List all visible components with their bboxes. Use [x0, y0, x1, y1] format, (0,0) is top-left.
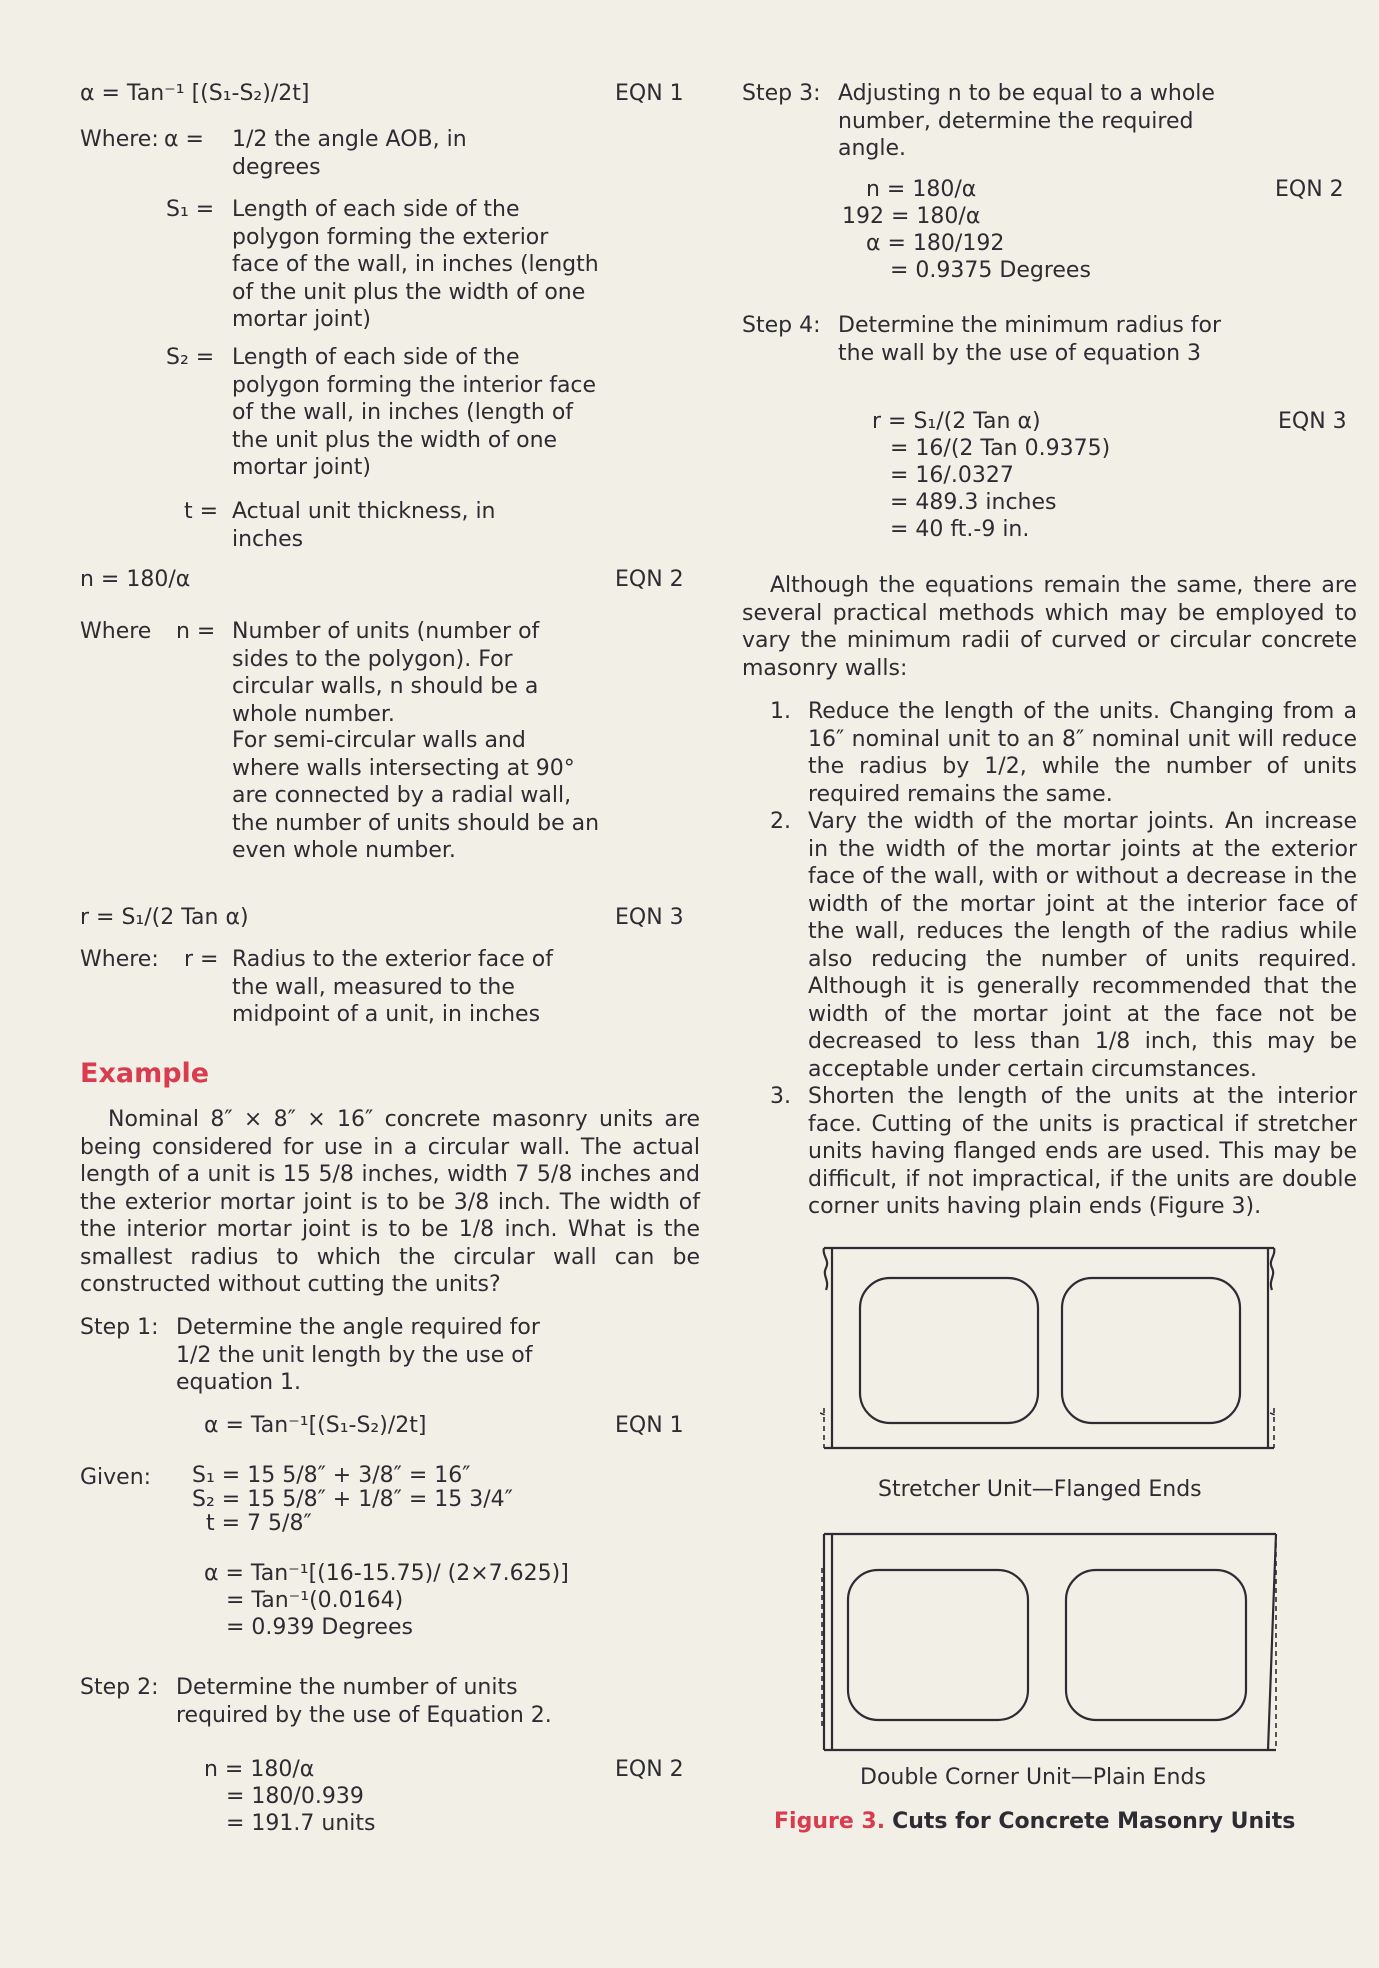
stretcher-flange-right [1271, 1248, 1274, 1290]
step2-eqn-label: EQN 2 [615, 1757, 684, 1782]
r-symbol: r = [184, 947, 219, 972]
step4-label: Step 4: [742, 313, 821, 338]
given-label: Given: [80, 1465, 152, 1490]
given-line-1: S₁ = 15 5/8″ + 3/8″ = 16″ [192, 1463, 471, 1488]
example-heading: Example [80, 1058, 210, 1089]
step3-label: Step 3: [742, 81, 821, 106]
double-corner-unit-drawing [820, 1528, 1320, 1758]
step4-text: Determine the minimum radius for the wall by the use of equation 3 [838, 313, 1222, 366]
s2-symbol: S₂ = [166, 345, 215, 370]
step3-line-4: = 0.9375 Degrees [890, 258, 1091, 283]
corner-caption: Double Corner Unit—Plain Ends [860, 1765, 1206, 1790]
n-description-1: Number of units (number of sides to the polygon). For circular walls, n should be a whole number. [232, 619, 540, 727]
where1-label: Where: [80, 127, 159, 152]
step1-formula: α = Tan⁻¹[(S₁-S₂)/2t] [204, 1413, 427, 1438]
method-item [770, 698, 1357, 808]
corner-core-left [848, 1570, 1028, 1720]
method-text: Vary the width of the mortar joints. An increase in the width of the mortar joints at the exterior face of the wall, with or without a decrease in the width of the mortar joint at the interior face of the wall, reduces the length of the radius while also reducing the number of units required. Although it is generally recommended that the width of the mortar joint at the face not be decreased to less than 1/8 inch, this may be acceptable under certain circumstances. [808, 809, 1357, 1082]
step4-eqn-label: EQN 3 [1278, 409, 1347, 434]
calc-line-1: α = Tan⁻¹[(16-15.75)/ (2×7.625)] [204, 1561, 569, 1586]
step3-line-3: α = 180/192 [866, 231, 1005, 256]
step1-eqn-label: EQN 1 [615, 1413, 684, 1438]
step2-line-2: = 180/0.939 [226, 1784, 364, 1809]
figure-caption [774, 1808, 1295, 1836]
step3-line-2: 192 = 180/α [842, 204, 981, 229]
calc-line-2: = Tan⁻¹(0.0164) [226, 1588, 404, 1613]
step4-line-3: = 16/.0327 [890, 463, 1014, 488]
step4-line-2: = 16/(2 Tan 0.9375) [890, 436, 1111, 461]
methods-list [770, 698, 1357, 1221]
s1-description: Length of each side of the polygon forming the exterior face of the wall, in inches (length of the unit plus the width of one mortar joint) [232, 197, 599, 332]
step4-line-4: = 489.3 inches [890, 490, 1057, 515]
step2-text: Determine the number of units required by the use of Equation 2. [176, 1675, 552, 1728]
eqn2-formula: n = 180/α [80, 567, 191, 592]
s2-description: Length of each side of the polygon forming the interior face of the wall, in inches (length of the unit plus the width of one mortar joint) [232, 345, 597, 480]
stretcher-unit-drawing [820, 1238, 1320, 1468]
given-line-3: t = 7 5/8″ [206, 1511, 312, 1536]
eqn1-label: EQN 1 [615, 81, 684, 106]
figure-label: Figure 3. [774, 1809, 886, 1834]
corner-unit-outline [824, 1534, 1276, 1750]
stretcher-core-left [860, 1278, 1038, 1423]
n-description-2: For semi-circular walls and where walls intersecting at 90° are connected by a radial wall, the number of units should be an even whole number. [232, 728, 600, 863]
n-symbol: n = [176, 619, 216, 644]
r-description: Radius to the exterior face of the wall, measured to the midpoint of a unit, in inches [232, 947, 553, 1027]
alpha-description: 1/2 the angle AOB, in degrees [232, 127, 467, 180]
where3-label: Where: [80, 947, 159, 972]
stretcher-caption: Stretcher Unit—Flanged Ends [878, 1477, 1202, 1502]
intro-paragraph: Although the equations remain the same, there are several practical methods which may be employed to vary the minimum radii of curved or circular concrete masonry walls: [742, 573, 1357, 681]
eqn1-formula: α = Tan⁻¹ [(S₁-S₂)/2t] [80, 81, 310, 106]
figure-title: Cuts for Concrete Masonry Units [892, 1809, 1296, 1834]
method-item [770, 1083, 1357, 1221]
corner-core-right [1066, 1570, 1246, 1720]
stretcher-core-right [1062, 1278, 1240, 1423]
method-number: 3. [770, 1084, 791, 1109]
given-line-2: S₂ = 15 5/8″ + 1/8″ = 15 3/4″ [192, 1487, 513, 1512]
method-number: 1. [770, 699, 791, 724]
calc-line-3: = 0.939 Degrees [226, 1615, 413, 1640]
t-symbol: t = [184, 499, 219, 524]
step1-label: Step 1: [80, 1315, 159, 1340]
eqn2-label: EQN 2 [615, 567, 684, 592]
step3-text: Adjusting n to be equal to a whole number, determine the required angle. [838, 81, 1215, 161]
step2-line-1: n = 180/α [204, 1757, 315, 1782]
method-text: Shorten the length of the units at the interior face. Cutting of the units is practical if stretcher units having flanged ends are used. This may be difficult, if not impractical, if the units are double corner units having plain ends (Figure 3). [808, 1084, 1357, 1219]
stretcher-cut-lines [820, 1408, 1278, 1448]
step3-eqn-label: EQN 2 [1275, 177, 1344, 202]
step4-line-5: = 40 ft.-9 in. [890, 517, 1030, 542]
where2-label: Where [80, 619, 152, 644]
corner-unit-cut-lines [822, 1534, 1276, 1750]
step2-line-3: = 191.7 units [226, 1811, 376, 1836]
step4-line-1: r = S₁/(2 Tan α) [872, 409, 1041, 434]
method-item [770, 808, 1357, 1083]
example-paragraph: Nominal 8″ × 8″ × 16″ concrete masonry units are being considered for use in a circular wall. The actual length of a unit is 15 5/8 inches, width 7 5/8 inches and the exterior mortar joint is to be 3/8 inch. The width of the interior mortar joint is to be 1/8 inch. What is the smallest radius to which the circular wall can be constructed without cutting the units? [80, 1107, 700, 1297]
method-text: Reduce the length of the units. Changing from a 16″ nominal unit to an 8″ nominal unit will reduce the radius by 1/2, while the number of units required remains the same. [808, 699, 1357, 807]
step1-text: Determine the angle required for 1/2 the unit length by the use of equation 1. [176, 1315, 540, 1395]
stretcher-flange-left [824, 1248, 827, 1290]
eqn3-label: EQN 3 [615, 905, 684, 930]
t-description: Actual unit thickness, in inches [232, 499, 496, 552]
eqn3-formula: r = S₁/(2 Tan α) [80, 905, 249, 930]
step3-line-1: n = 180/α [866, 177, 977, 202]
alpha-symbol: α = [164, 127, 204, 152]
method-number: 2. [770, 809, 791, 834]
s1-symbol: S₁ = [166, 197, 215, 222]
step2-label: Step 2: [80, 1675, 159, 1700]
